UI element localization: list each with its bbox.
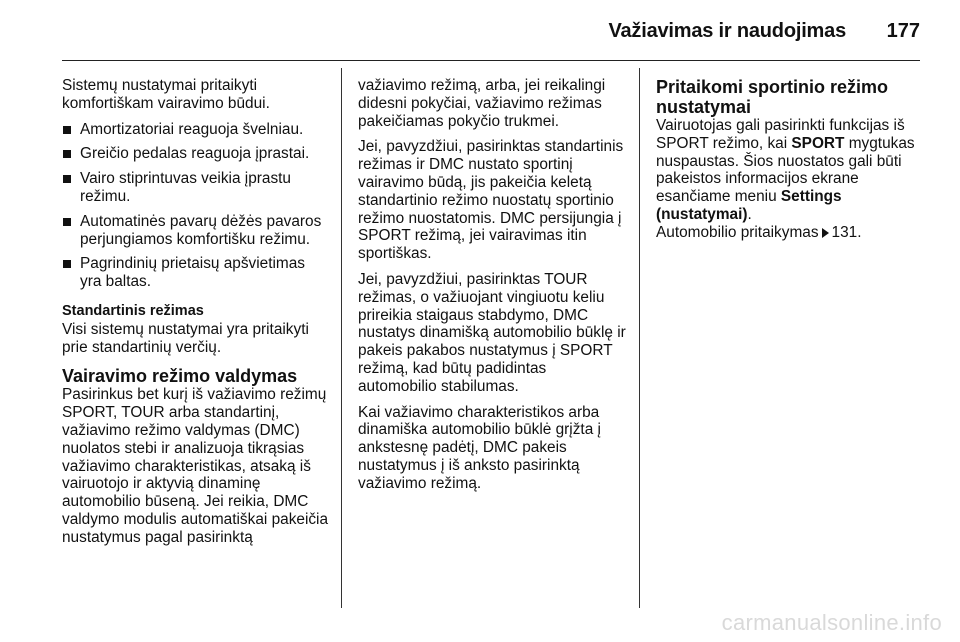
comfort-settings-list bbox=[62, 121, 330, 291]
intro-text: Sistemų nustatymai pritaikyti komfortiškam vairavimo būdui. bbox=[62, 77, 270, 112]
column-3 bbox=[656, 77, 924, 250]
page-number: 177 bbox=[886, 20, 920, 42]
drive-mode-control-heading: Vairavimo režimo valdymas bbox=[62, 366, 298, 387]
column-divider-1 bbox=[341, 68, 342, 608]
list-item: Greičio pedalas reaguoja įprastai. bbox=[62, 145, 330, 163]
paragraph: važiavimo režimą, arba, jei reikalingi didesni pokyčiai, važiavimo režimas pakeičiamas pokyčio trukmei. bbox=[358, 77, 606, 130]
list-item: Automatinės pavarų dėžės pavaros perjungiamos komfortišku režimu. bbox=[62, 213, 330, 249]
paragraph: Kai važiavimo charakteristikos arba dinamiška automobilio būklė grįžta į ankstesnę padėtį, DMC pakeis nustatymus į iš anksto pasirinktą važiavimo režimą. bbox=[358, 403, 601, 492]
column-divider-2 bbox=[639, 68, 640, 608]
page-header bbox=[62, 20, 920, 48]
watermark: carmanualsonline.info bbox=[721, 610, 942, 635]
reference-text: Automobilio pritaikymas bbox=[656, 223, 819, 241]
standard-mode-text: Visi sistemų nustatymai yra pritaikyti prie standartinių verčių. bbox=[62, 320, 309, 356]
sport-settings-text: Vairuotojas gali pasirinkti funkcijas iš SPORT režimo, kai SPORT mygtukas nuspaustas. Šios nuostatos gali būti pakeistos informacijos ekrane esančiame meniu Settings (nustatymai). Automobilio pritaikymas 131. bbox=[656, 117, 915, 241]
list-item: Amortizatoriai reaguoja švelniau. bbox=[62, 121, 330, 139]
paragraph: Jei, pavyzdžiui, pasirinktas TOUR režimas, o važiuojant vingiuotu keliu prireikia staigaus stabdymo, DMC nustatys dinamišką automobilio būklę ir pakeis pakabos nustatymus į SPORT režimą, kad būtų padidintas automobilio stabilumas. bbox=[358, 270, 626, 395]
page-title: Važiavimas ir naudojimas bbox=[608, 20, 846, 42]
list-item: Vairo stiprintuvas veikia įprastu režimu. bbox=[62, 170, 330, 206]
reference-page: 131. bbox=[831, 223, 862, 241]
column-1 bbox=[62, 77, 330, 555]
page-reference-arrow-icon bbox=[822, 228, 829, 238]
list-item: Pagrindinių prietaisų apšvietimas yra baltas. bbox=[62, 255, 330, 291]
settings-menu-label: Settings (nustatymai) bbox=[656, 188, 842, 223]
paragraph: Jei, pavyzdžiui, pasirinktas standartinis režimas ir DMC nustato sportinį vairavimo būdą, jis pakeičia keletą standartinio režimo nuostatų sportinio režimo nuostatomis. DMC persijungia į SPORT režimą, jei vairavimas itin sportiškas. bbox=[358, 138, 624, 263]
header-divider bbox=[62, 60, 920, 61]
standard-mode-heading: Standartinis režimas bbox=[62, 302, 204, 319]
column-2 bbox=[358, 77, 626, 501]
sport-button-label: SPORT bbox=[791, 134, 845, 152]
drive-mode-control-text: Pasirinkus bet kurį iš važiavimo režimų SPORT, TOUR arba standartinį, važiavimo režimo valdymas (DMC) nuolatos stebi ir analizuoja tikrąsias važiavimo charakteristikas, atsaką iš vairuotojo ir aktyvią dinaminę automobilio būseną. Jei reikia, DMC valdymo modulis automatiškai pakeičia nustatymus pagal pasirinktą bbox=[62, 386, 329, 546]
sport-settings-heading: Pritaikomi sportinio režimo nustatymai bbox=[656, 77, 889, 117]
